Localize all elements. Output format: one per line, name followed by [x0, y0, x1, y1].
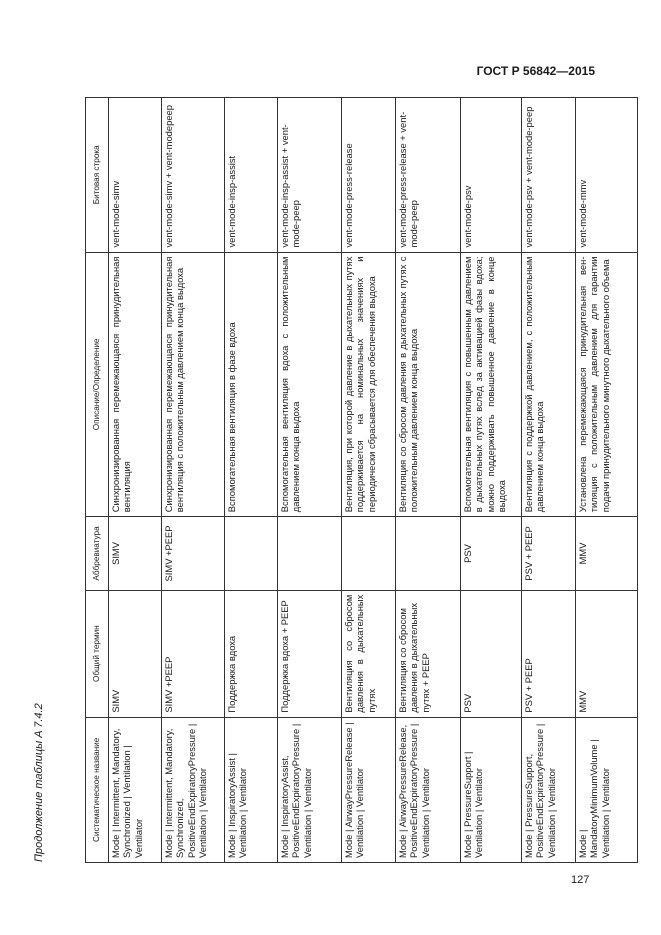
- systematic-name-cell: Mode | AirwayPressureRelease | Ventilation | Ventilator: [342, 717, 396, 862]
- systematic-name-cell: Mode | InspiratoryAssist | Ventilation | Ventilator: [225, 717, 278, 862]
- common-term-cell: Поддержка вдоха: [225, 590, 278, 717]
- table-row: [522, 98, 576, 863]
- bitstring-cell: vent-mode-press-release: [342, 98, 396, 253]
- table-row: [576, 98, 638, 863]
- abbreviation-cell: SIMV: [109, 517, 162, 590]
- page-number: 127: [571, 874, 590, 886]
- bitstring-cell: vent-mode-press-release + vent-mode-peep: [396, 98, 461, 253]
- table-row: [109, 98, 162, 863]
- description-cell: Синхронизированная перемежающаяся принудительная вентиляция с положительным давлением конца выдоха: [162, 252, 225, 517]
- common-term-cell: PSV: [461, 590, 522, 717]
- abbreviation-cell: [396, 517, 461, 590]
- column-header: Общий термин: [86, 590, 109, 717]
- table-row: [461, 98, 522, 863]
- common-term-cell: MMV: [576, 590, 638, 717]
- common-term-cell: Поддержка вдоха + PEEP: [278, 590, 342, 717]
- description-cell: Синхронизированная перемежающаяся принудительная вентиляция: [109, 252, 162, 517]
- table-row: [342, 98, 396, 863]
- ventilation-modes-table: [85, 97, 638, 863]
- bitstring-cell: vent-mode-simv + vent-modepeep: [162, 98, 225, 253]
- table-row: [278, 98, 342, 863]
- column-header: Систематическое название: [86, 717, 109, 862]
- abbreviation-cell: PSV + PEEP: [522, 517, 576, 590]
- abbreviation-cell: [342, 517, 396, 590]
- description-cell: Установлена перемежающаяся принудительная вентиляция с положительным давлением для гарантии подачи принудительного минутного дыхательного объема: [576, 252, 638, 517]
- description-cell: Вспомогательная вентиляция с повышенным давлением в дыхательных путях вслед за активацией фазы вдоха; можно поддерживать повышенное давление в конце выдоха: [461, 252, 522, 517]
- description-cell: Вспомогательная вентиляция вдоха с положительным давлением конца выдоха: [278, 252, 342, 517]
- bitstring-cell: vent-mode-psv + vent-mode-peep: [522, 98, 576, 253]
- table-row: [396, 98, 461, 863]
- common-term-cell: Вентиляция со сбросом давления в дыхательных путях + PEEP: [396, 590, 461, 717]
- table-caption: Продолжение таблицы A 7.4.2: [33, 703, 45, 862]
- bitstring-cell: vent-mode-mmv: [576, 98, 638, 253]
- description-cell: Вспомогательная вентиляция в фазе вдоха: [225, 252, 278, 517]
- column-header: Описание/Определение: [86, 252, 109, 517]
- common-term-cell: SIMV +PEEP: [162, 590, 225, 717]
- description-cell: Вентиляция со сбросом давления в дыхательных путях с положительным давлением конца выдоха: [396, 252, 461, 517]
- description-cell: Вентиляция, при которой давление в дыхательных путях поддерживается на номинальных значениях и периодически сбрасывается для обеспечения выдоха: [342, 252, 396, 517]
- systematic-name-cell: Mode | InspiratoryAssist, PositiveEndExpiratoryPressure | Ventilation | Ventilator: [278, 717, 342, 862]
- rotated-table-block: [33, 97, 611, 863]
- bitstring-cell: vent-mode-insp-assist: [225, 98, 278, 253]
- column-header: Аббревиатура: [86, 517, 109, 590]
- abbreviation-cell: PSV: [461, 517, 522, 590]
- bitstring-cell: vent-mode-psv: [461, 98, 522, 253]
- bitstring-cell: vent-mode-insp-assist + vent-mode-peep: [278, 98, 342, 253]
- common-term-cell: PSV + PEEP: [522, 590, 576, 717]
- abbreviation-cell: SIMV +PEEP: [162, 517, 225, 590]
- systematic-name-cell: Mode | MandatoryMinimumVolume | Ventilation | Ventilator: [576, 717, 638, 862]
- abbreviation-cell: [278, 517, 342, 590]
- table-header-row: [86, 98, 109, 863]
- common-term-cell: SIMV: [109, 590, 162, 717]
- systematic-name-cell: Mode | PressureSupport, PositiveEndExpiratoryPressure | Ventilation | Ventilator: [522, 717, 576, 862]
- column-header: Битовая строка: [86, 98, 109, 253]
- abbreviation-cell: MMV: [576, 517, 638, 590]
- systematic-name-cell: Mode | PressureSupport | Ventilation | Ventilator: [461, 717, 522, 862]
- systematic-name-cell: Mode | Intermittent, Mandatory, Synchronized | Ventilation | Ventilator: [109, 717, 162, 862]
- description-cell: Вентиляция с поддержкой давлением, с положительным давлением конца выдоха: [522, 252, 576, 517]
- abbreviation-cell: [225, 517, 278, 590]
- systematic-name-cell: Mode | Intermittent, Mandatory, Synchronized, PositiveEndExpiratoryPressure | Ventilation | Ventilator: [162, 717, 225, 862]
- table-row: [162, 98, 225, 863]
- systematic-name-cell: Mode | AirwayPressureRelease, PositiveEndExpiratoryPressure | Ventilation | Ventilator: [396, 717, 461, 862]
- common-term-cell: Вентиляция со сбросом давления в дыхательных путях: [342, 590, 396, 717]
- bitstring-cell: vent-mode-simv: [109, 98, 162, 253]
- table-row: [225, 98, 278, 863]
- document-standard-number: ГОСТ Р 56842—2015: [476, 64, 595, 78]
